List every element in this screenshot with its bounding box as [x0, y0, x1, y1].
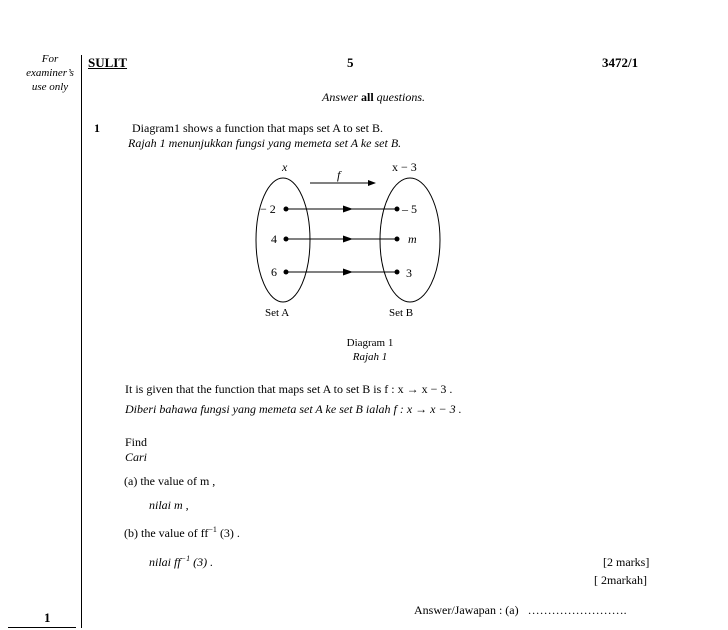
examiner-mark-underline	[8, 627, 76, 628]
diagram-caption-en: Diagram 1	[346, 337, 394, 349]
set-a-element-1: − 2	[260, 202, 276, 216]
set-b-point-3	[395, 270, 400, 275]
given-statement-ms: Diberi bahawa fungsi yang memeta set A ke set B ialah f : x → x − 3 .	[125, 402, 462, 416]
answer-line	[414, 603, 627, 618]
set-b-element-1: – 5	[402, 202, 417, 216]
codomain-expression-label: x − 3	[392, 160, 417, 174]
examiner-label-line1: For	[41, 53, 59, 65]
set-a-element-3: 6	[271, 265, 277, 279]
part-b-en	[124, 525, 240, 541]
part-b-ms-pre: nilai ff	[149, 555, 181, 569]
header-classification: SULIT	[88, 55, 128, 70]
function-name-label: f	[337, 168, 341, 182]
set-a-element-2: 4	[271, 232, 277, 246]
part-b-en-pre: (b) the value of ff	[124, 526, 209, 540]
domain-variable-label: x	[282, 160, 288, 174]
answer-label: Answer/Jawapan : (a)	[414, 603, 519, 617]
part-b-ms-post: (3) .	[193, 555, 214, 569]
set-b-point-2	[395, 237, 400, 242]
given-statement-en: It is given that the function that maps set A to set B is f : x → x − 3 .	[125, 382, 453, 396]
instruction-bold: all	[361, 90, 374, 104]
mapping-diagram	[240, 155, 460, 325]
find-label-ms: Cari	[125, 450, 148, 464]
set-b-label: Set B	[389, 307, 414, 319]
examiner-column-label	[14, 52, 86, 94]
header-page-number: 5	[347, 55, 354, 70]
instruction-text	[322, 90, 425, 105]
examiner-label-line3: use only	[31, 81, 69, 93]
question-number: 1	[94, 121, 100, 135]
examiner-mark-box: 1	[44, 610, 51, 625]
examiner-label-line2: examiner’s	[26, 67, 74, 79]
diagram-caption	[330, 336, 410, 364]
marks-ms: [ 2markah]	[594, 573, 647, 587]
set-b-element-3: 3	[406, 266, 412, 280]
part-b-en-superscript: −1	[208, 525, 217, 534]
part-b-ms-superscript: −1	[180, 554, 191, 563]
set-a-ellipse	[256, 178, 310, 302]
part-a-en: (a) the value of m ,	[124, 474, 216, 488]
mapping-arrowhead-3	[343, 269, 353, 276]
instruction-post: questions.	[376, 90, 426, 104]
set-a-label: Set A	[265, 307, 290, 319]
mapping-arrowhead-2	[343, 236, 353, 243]
question-intro-en: Diagram1 shows a function that maps set A to set B.	[132, 121, 383, 135]
marks-en: [2 marks]	[603, 555, 650, 569]
instruction-pre: Answer	[322, 90, 358, 104]
question-intro-ms: Rajah 1 menunjukkan fungsi yang memeta set A ke set B.	[128, 136, 402, 150]
set-b-point-1	[395, 207, 400, 212]
part-b-en-post: (3) .	[219, 526, 240, 540]
diagram-caption-ms: Rajah 1	[352, 351, 388, 363]
margin-divider	[81, 55, 82, 628]
mapping-arrowhead-1	[343, 206, 353, 213]
part-b-ms	[149, 554, 213, 570]
set-b-element-2: m	[408, 232, 417, 246]
answer-blank[interactable]: …………………….	[527, 603, 627, 617]
header-paper-code: 3472/1	[602, 55, 639, 70]
find-label-en: Find	[125, 435, 148, 449]
part-a-ms: nilai m ,	[149, 498, 189, 512]
